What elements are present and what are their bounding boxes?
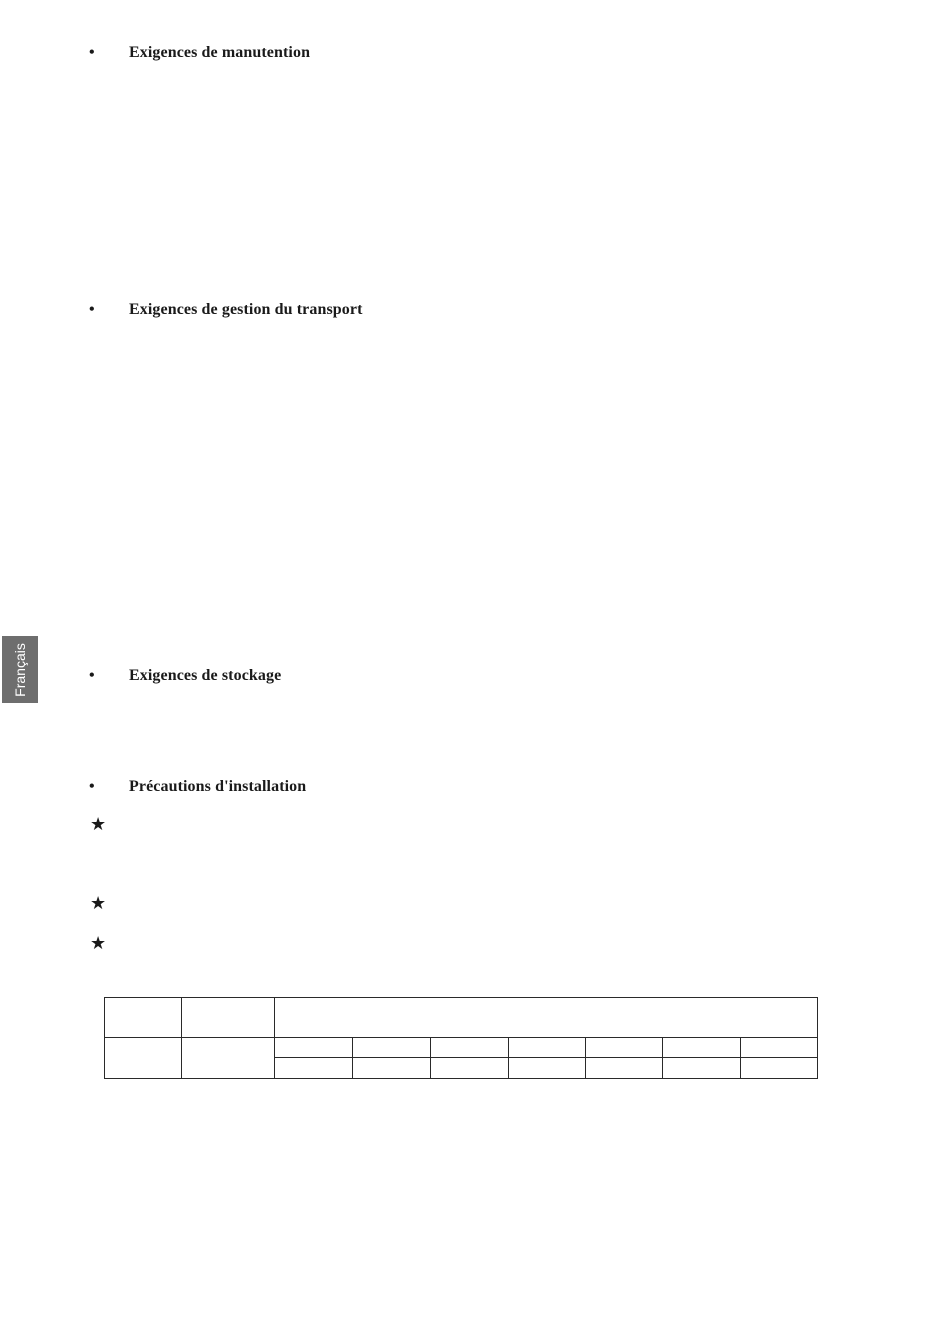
table-cell [353, 1058, 431, 1079]
table-row [105, 1038, 818, 1058]
bullet-marker: • [89, 778, 95, 795]
table-cell [431, 1058, 509, 1079]
heading-transport-requirements: Exigences de gestion du transport [129, 301, 363, 318]
table-cell [182, 1038, 275, 1079]
section-transport [0, 300, 950, 320]
bullet-marker: • [89, 301, 95, 318]
star-icon: ★ [90, 814, 107, 835]
table-cell [275, 1058, 353, 1079]
table-cell [586, 1058, 663, 1079]
table-cell [509, 1038, 586, 1058]
table-cell [275, 998, 818, 1038]
heading-handling-requirements: Exigences de manutention [129, 44, 311, 61]
table-cell [741, 1058, 818, 1079]
table-cell [431, 1038, 509, 1058]
heading-storage-requirements: Exigences de stockage [129, 667, 282, 684]
table-cell [509, 1058, 586, 1079]
table-cell [275, 1038, 353, 1058]
table-cell [105, 1038, 182, 1079]
table-cell [353, 1038, 431, 1058]
heading-installation-precautions: Précautions d'installation [129, 778, 307, 795]
section-handling [0, 43, 950, 63]
bullet-marker: • [89, 667, 95, 684]
table-cell [105, 998, 182, 1038]
table-cell [586, 1038, 663, 1058]
table-cell [741, 1038, 818, 1058]
table-row [105, 998, 818, 1038]
section-installation [0, 777, 950, 797]
specification-table [104, 997, 817, 1078]
section-storage [0, 666, 950, 686]
star-icon: ★ [90, 933, 107, 954]
star-icon: ★ [90, 893, 107, 914]
table-cell [663, 1058, 741, 1079]
language-tab-label: Français [12, 642, 28, 697]
table-cell [182, 998, 275, 1038]
bullet-marker: • [89, 44, 95, 61]
table-cell [663, 1038, 741, 1058]
